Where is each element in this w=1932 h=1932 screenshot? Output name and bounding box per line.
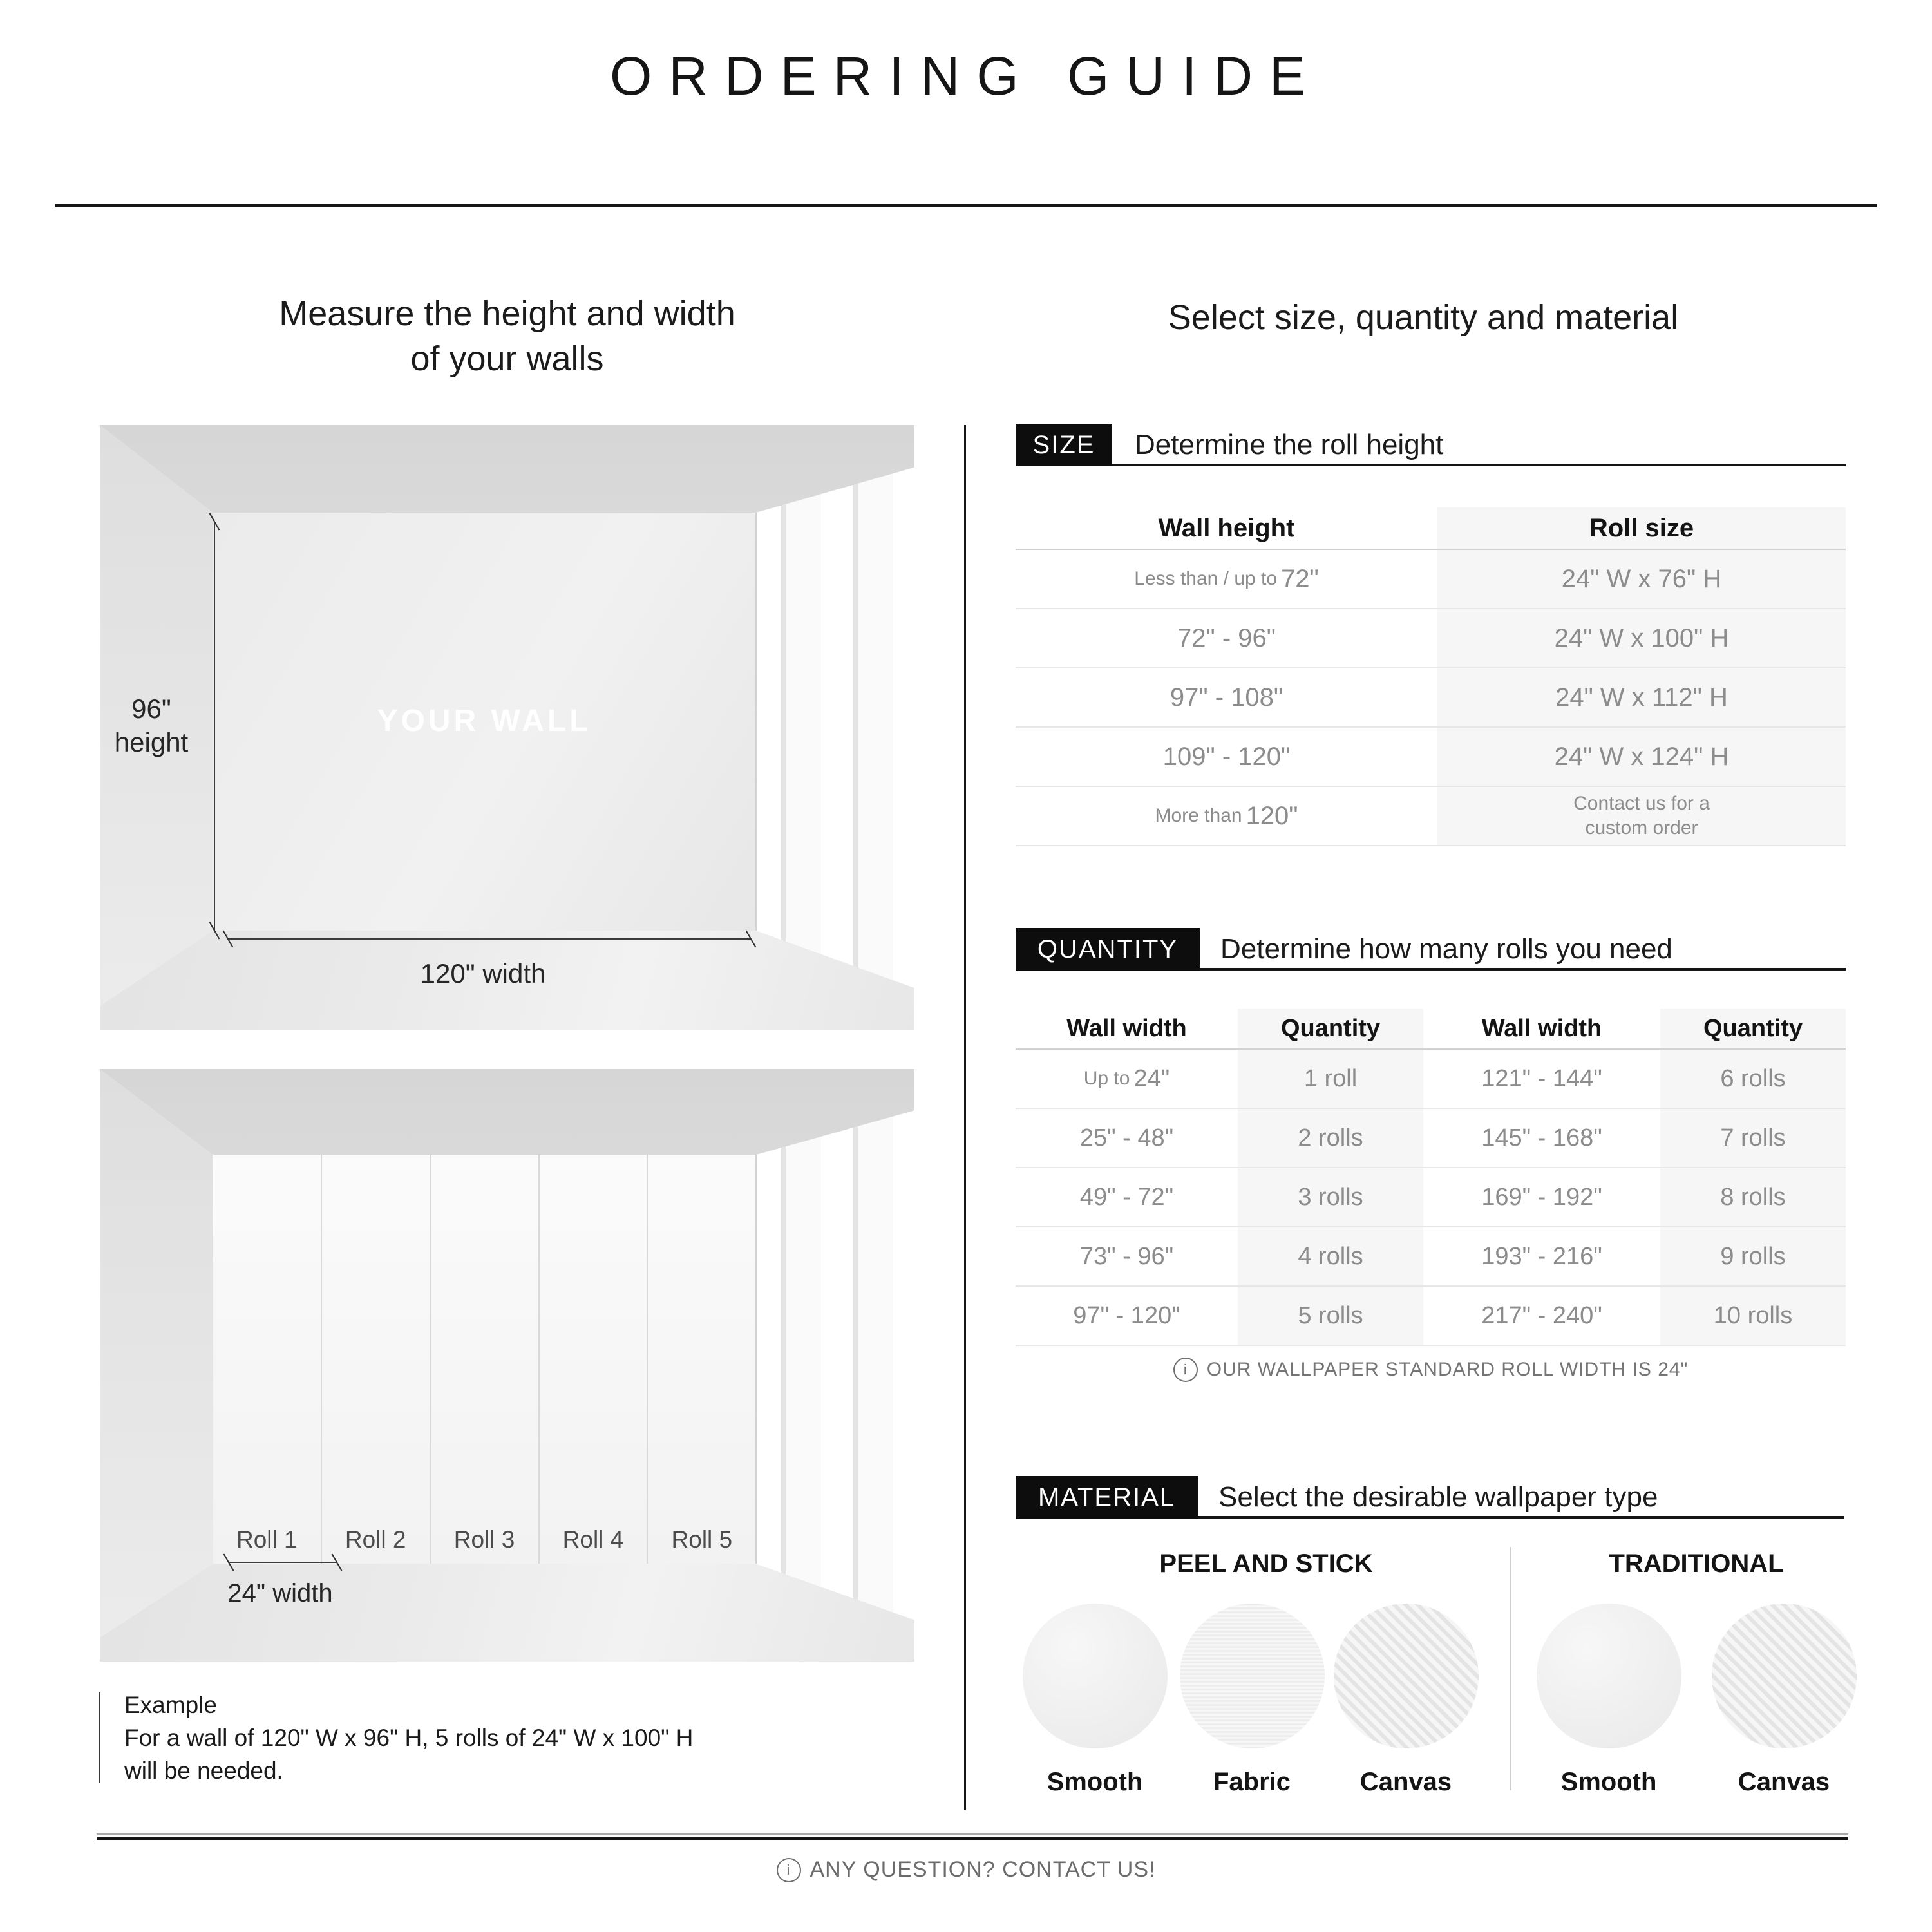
size-section-heading: Determine the roll height <box>1135 429 1444 460</box>
roll-label: Roll 4 <box>562 1526 624 1553</box>
swatch-traditional-canvas <box>1712 1604 1857 1748</box>
example-line2: will be needed. <box>124 1757 283 1784</box>
swatch-peel-smooth <box>1023 1604 1168 1748</box>
swatch-label-peel-smooth: Smooth <box>1046 1768 1143 1796</box>
traditional-heading: TRADITIONAL <box>1609 1549 1784 1578</box>
page-title: ORDERING GUIDE <box>609 46 1323 106</box>
select-heading: Select size, quantity and material <box>1168 298 1679 337</box>
room-illustration-measure <box>100 425 914 1030</box>
size-section-rule <box>1112 464 1846 466</box>
quantity-section-heading: Determine how many rolls you need <box>1220 933 1672 965</box>
wall-width-value: 49" - 72" <box>1079 1183 1174 1211</box>
wall-height-prefix: Less than / up to <box>1134 568 1278 589</box>
height-label <box>100 692 203 759</box>
peel-and-stick-heading: PEEL AND STICK <box>1159 1549 1373 1578</box>
roll-size-value: 24" W x 112" H <box>1555 683 1728 712</box>
height-word: height <box>114 727 189 757</box>
wall-width-value: 97" - 120" <box>1073 1302 1180 1329</box>
example-title: Example <box>124 1692 217 1718</box>
size-col-roll-size: Roll size <box>1437 507 1846 549</box>
size-col-wall-height: Wall height <box>1158 513 1295 542</box>
room-illustration-rolls <box>100 1069 914 1662</box>
title-divider <box>55 204 1877 207</box>
size-table-row <box>1016 549 1846 608</box>
roll-label: Roll 5 <box>671 1526 733 1553</box>
roll-width-label: 24" width <box>227 1579 333 1607</box>
size-table-row <box>1016 786 1846 846</box>
your-wall-label: YOUR WALL <box>377 704 592 738</box>
window-frame-edge <box>755 1155 757 1564</box>
wall-height-prefix: More than <box>1155 805 1242 826</box>
wall-width-value: 145" - 168" <box>1481 1124 1602 1151</box>
quantity-value: 7 rolls <box>1720 1124 1786 1151</box>
info-icon: i <box>1173 1358 1198 1382</box>
wall-width-prefix: Up to <box>1083 1068 1130 1089</box>
swatch-traditional-smooth <box>1537 1604 1681 1748</box>
wallpaper-roll-panels <box>213 1155 755 1564</box>
qty-col-quantity-2: Quantity <box>1660 1009 1846 1048</box>
wall-height-value: 109" - 120" <box>1162 742 1291 771</box>
material-section-rule <box>1198 1516 1844 1519</box>
size-table-row <box>1016 608 1846 667</box>
size-badge: SIZE <box>1016 424 1112 466</box>
custom-order-line1: Contact us for a <box>1573 793 1710 814</box>
wall-height-value: 120" <box>1245 801 1298 830</box>
size-table-header <box>1016 507 1846 549</box>
roll-size-value: 24" W x 100" H <box>1554 623 1729 652</box>
quantity-section-rule <box>1200 968 1846 971</box>
roll-width-note-text: OUR WALLPAPER STANDARD ROLL WIDTH IS 24" <box>1206 1359 1689 1380</box>
wall-width-value: 169" - 192" <box>1481 1183 1602 1211</box>
quantity-value: 6 rolls <box>1720 1065 1786 1092</box>
swatch-peel-canvas <box>1334 1604 1479 1748</box>
roll-width-note <box>1016 1358 1846 1382</box>
roll-label: Roll 3 <box>453 1526 515 1553</box>
wall-width-value: 193" - 216" <box>1481 1242 1602 1270</box>
wall-width-value: 121" - 144" <box>1481 1065 1602 1092</box>
wall-height-value: 72" <box>1281 564 1319 593</box>
width-label: 120" width <box>420 958 546 989</box>
qty-col-quantity-1: Quantity <box>1238 1009 1423 1048</box>
quantity-table-row <box>1016 1108 1846 1167</box>
measure-heading <box>100 291 914 381</box>
measure-heading-line1: Measure the height and width <box>279 294 735 333</box>
swatch-label-peel-fabric: Fabric <box>1213 1768 1291 1796</box>
quantity-badge: QUANTITY <box>1016 928 1200 971</box>
size-table-row <box>1016 667 1846 726</box>
material-section-heading: Select the desirable wallpaper type <box>1218 1481 1658 1513</box>
roll-panel <box>540 1155 649 1564</box>
quantity-value: 5 rolls <box>1298 1302 1363 1329</box>
wall-width-value: 73" - 96" <box>1079 1242 1174 1270</box>
roll-panel <box>431 1155 540 1564</box>
footer-rule-light <box>97 1833 1848 1835</box>
height-dimension-line <box>214 522 215 931</box>
material-badge: MATERIAL <box>1016 1476 1198 1519</box>
roll-size-value: 24" W x 124" H <box>1554 742 1729 771</box>
wall-width-value: 25" - 48" <box>1079 1124 1174 1151</box>
size-table <box>1016 507 1846 846</box>
qty-col-wall-width-1: Wall width <box>1066 1014 1187 1042</box>
qty-col-wall-width-2: Wall width <box>1481 1014 1602 1042</box>
swatch-label-traditional-canvas: Canvas <box>1738 1768 1830 1796</box>
roll-panel <box>322 1155 431 1564</box>
quantity-value: 2 rolls <box>1298 1124 1363 1151</box>
roll-size-value: 24" W x 76" H <box>1561 564 1722 593</box>
roll-label: Roll 1 <box>236 1526 298 1553</box>
quantity-table-header <box>1016 1009 1846 1048</box>
width-dimension-line <box>228 938 751 940</box>
info-icon: i <box>777 1858 801 1882</box>
quantity-table <box>1016 1009 1846 1346</box>
column-divider <box>964 425 966 1810</box>
footer-rule <box>97 1837 1848 1840</box>
roll-label: Roll 2 <box>345 1526 406 1553</box>
roll-panel <box>213 1155 322 1564</box>
quantity-table-row <box>1016 1285 1846 1346</box>
custom-order-line2: custom order <box>1585 817 1698 838</box>
wall-width-value: 24" <box>1133 1065 1170 1092</box>
example-block <box>124 1689 929 1787</box>
quantity-table-row <box>1016 1167 1846 1226</box>
material-group-divider <box>1510 1547 1511 1790</box>
swatch-label-peel-canvas: Canvas <box>1359 1768 1452 1796</box>
quantity-value: 8 rolls <box>1720 1183 1786 1211</box>
quantity-value: 9 rolls <box>1720 1242 1786 1270</box>
swatch-label-traditional-smooth: Smooth <box>1560 1768 1657 1796</box>
roll-width-dimension-line <box>229 1562 337 1563</box>
example-line1: For a wall of 120" W x 96" H, 5 rolls of 24" W x 100" H <box>124 1725 694 1751</box>
contact-footer-text: ANY QUESTION? CONTACT US! <box>810 1857 1156 1882</box>
height-value: 96" <box>131 694 171 724</box>
wall-height-value: 97" - 108" <box>1170 683 1283 712</box>
quantity-value: 10 rolls <box>1713 1302 1793 1329</box>
roll-panel <box>648 1155 755 1564</box>
quantity-table-row <box>1016 1226 1846 1285</box>
wall-width-value: 217" - 240" <box>1481 1302 1602 1329</box>
quantity-table-row <box>1016 1048 1846 1108</box>
quantity-value: 1 roll <box>1303 1065 1358 1092</box>
quantity-value: 4 rolls <box>1298 1242 1363 1270</box>
quantity-value: 3 rolls <box>1298 1183 1363 1211</box>
window-frame-edge <box>755 513 757 931</box>
measure-heading-line2: of your walls <box>410 339 604 378</box>
contact-footer <box>0 1857 1932 1882</box>
example-accent-bar <box>99 1692 100 1783</box>
wall-height-value: 72" - 96" <box>1177 623 1276 652</box>
size-table-row <box>1016 726 1846 786</box>
swatch-peel-fabric <box>1180 1604 1325 1748</box>
